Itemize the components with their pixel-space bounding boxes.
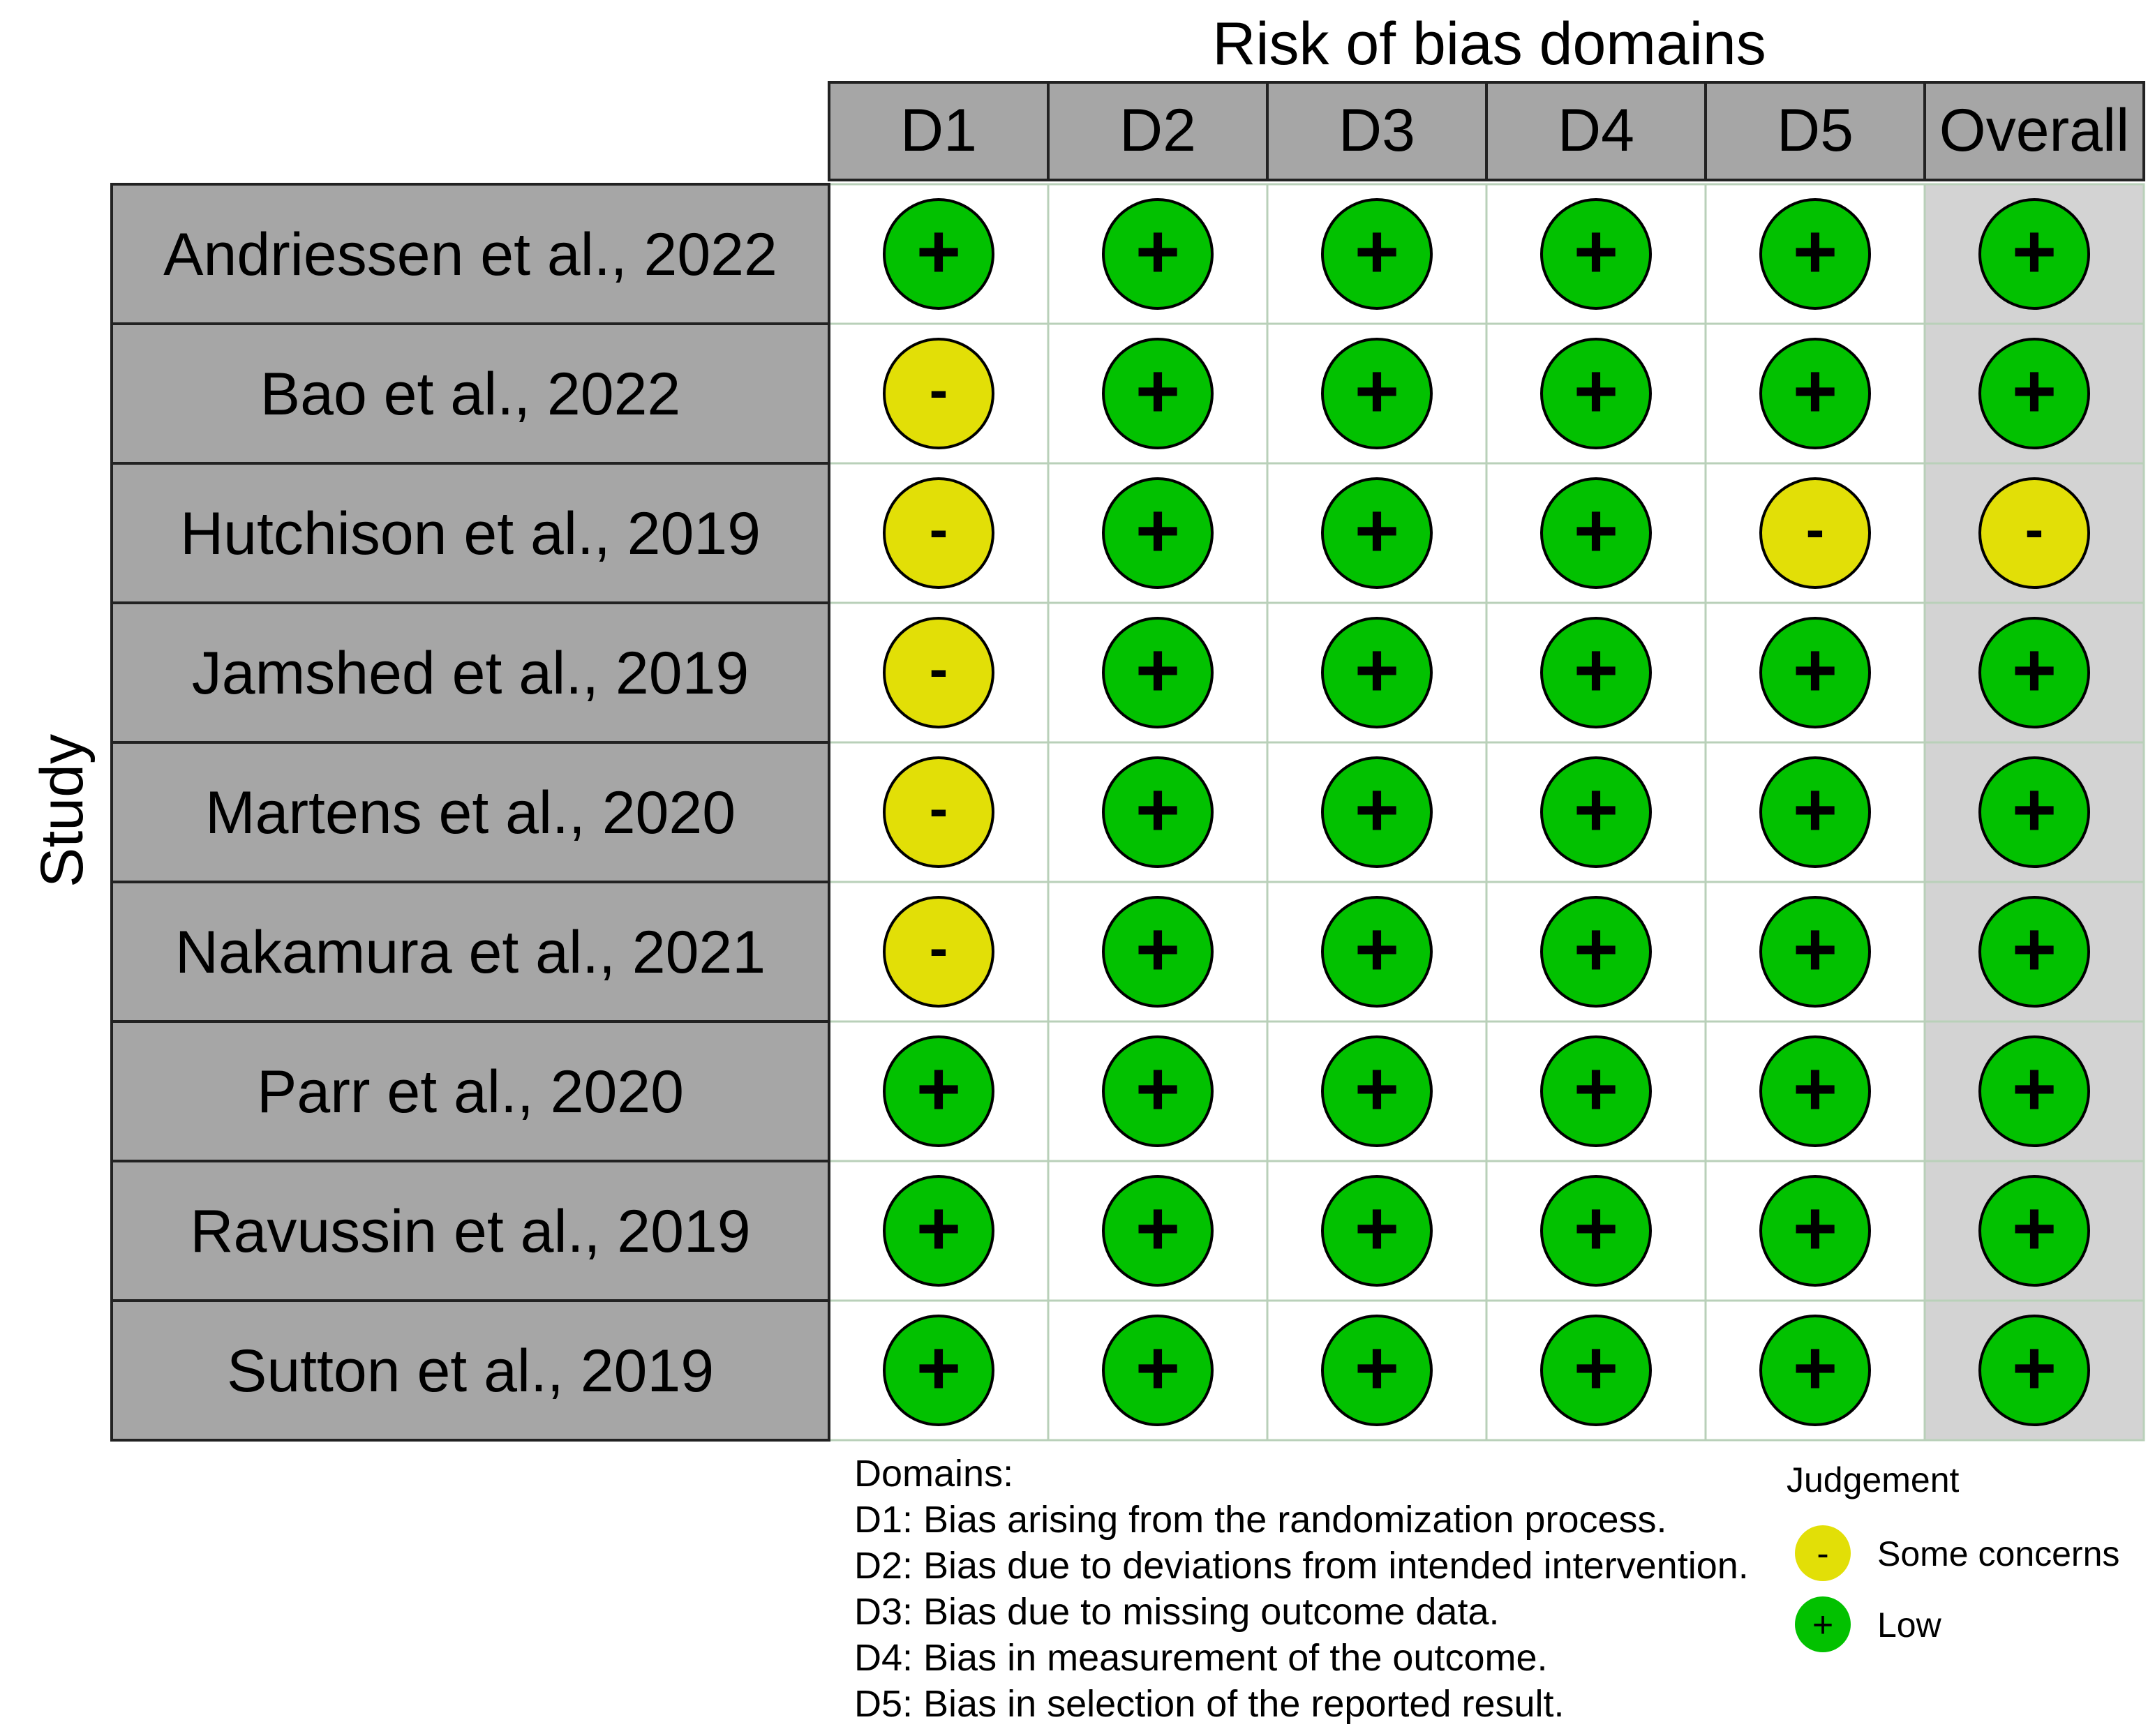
column-header-label: Overall — [1939, 97, 2130, 164]
low-risk-symbol: + — [1573, 488, 1619, 574]
low-risk-symbol: + — [1135, 906, 1181, 992]
low-risk-symbol: + — [1354, 627, 1400, 713]
low-risk-symbol: + — [916, 209, 962, 294]
judgement-legend — [1787, 1460, 2119, 1652]
low-risk-symbol: + — [1354, 209, 1400, 294]
domains-legend — [854, 1453, 1749, 1725]
column-header-label: D3 — [1339, 97, 1415, 164]
study-label: Andriessen et al., 2022 — [163, 221, 777, 288]
low-risk-symbol: + — [1354, 348, 1400, 434]
low-risk-symbol: + — [1573, 906, 1619, 992]
low-risk-symbol: + — [1354, 906, 1400, 992]
low-risk-symbol: + — [916, 1185, 962, 1271]
column-header-label: D5 — [1777, 97, 1854, 164]
low-risk-symbol: + — [2011, 209, 2057, 294]
low-risk-symbol: + — [1792, 906, 1838, 992]
low-risk-symbol: + — [1792, 627, 1838, 713]
low-risk-symbol: + — [1573, 1185, 1619, 1271]
low-risk-symbol: + — [916, 1046, 962, 1132]
low-risk-symbol: + — [1354, 1325, 1400, 1411]
judgement-legend-some-concerns-label: Some concerns — [1877, 1534, 2120, 1573]
low-risk-symbol: + — [916, 1325, 962, 1411]
study-label: Nakamura et al., 2021 — [174, 919, 766, 986]
some-concerns-symbol: - — [929, 777, 948, 839]
low-risk-symbol: + — [1792, 1046, 1838, 1132]
low-risk-symbol: + — [2011, 1325, 2057, 1411]
low-risk-symbol: + — [1792, 348, 1838, 434]
low-risk-symbol: + — [1573, 627, 1619, 713]
low-risk-symbol: + — [1135, 348, 1181, 434]
low-risk-symbol: + — [1135, 209, 1181, 294]
some-concerns-symbol: - — [929, 359, 948, 421]
low-risk-symbol: + — [1354, 767, 1400, 853]
low-risk-symbol: + — [2011, 906, 2057, 992]
low-risk-symbol: + — [2011, 1185, 2057, 1271]
low-risk-symbol: + — [1135, 767, 1181, 853]
low-risk-symbol: + — [1354, 488, 1400, 574]
low-risk-symbol: + — [1354, 1185, 1400, 1271]
low-risk-symbol: + — [1792, 767, 1838, 853]
judgement-legend-some-concerns-symbol: - — [1817, 1534, 1829, 1574]
study-label: Parr et al., 2020 — [257, 1058, 684, 1125]
low-risk-symbol: + — [2011, 767, 2057, 853]
low-risk-symbol: + — [2011, 1046, 2057, 1132]
domains-legend-item-d3: D3: Bias due to missing outcome data. — [854, 1591, 1500, 1633]
low-risk-symbol: + — [1573, 209, 1619, 294]
low-risk-symbol: + — [1792, 1325, 1838, 1411]
grid — [112, 82, 2144, 1440]
some-concerns-symbol: - — [929, 498, 948, 560]
domains-legend-item-d2: D2: Bias due to deviations from intended intervention. — [854, 1545, 1749, 1587]
study-label: Sutton et al., 2019 — [226, 1338, 715, 1405]
some-concerns-symbol: - — [2024, 498, 2044, 560]
low-risk-symbol: + — [1792, 209, 1838, 294]
some-concerns-symbol: - — [1805, 498, 1825, 560]
low-risk-symbol: + — [1135, 488, 1181, 574]
judgement-legend-low-label: Low — [1877, 1606, 1941, 1645]
low-risk-symbol: + — [1573, 1325, 1619, 1411]
domains-legend-item-d4: D4: Bias in measurement of the outcome. — [854, 1637, 1548, 1679]
domains-legend-heading: Domains: — [854, 1453, 1014, 1495]
low-risk-symbol: + — [1135, 1185, 1181, 1271]
study-label: Jamshed et al., 2019 — [191, 640, 750, 707]
low-risk-symbol: + — [2011, 627, 2057, 713]
low-risk-symbol: + — [1573, 1046, 1619, 1132]
chart-title: Risk of bias domains — [1212, 10, 1766, 77]
low-risk-symbol: + — [1354, 1046, 1400, 1132]
study-label: Bao et al., 2022 — [260, 361, 681, 428]
study-label: Martens et al., 2020 — [204, 779, 736, 846]
column-header-label: D4 — [1558, 97, 1634, 164]
low-risk-symbol: + — [1573, 348, 1619, 434]
low-risk-symbol: + — [1135, 1325, 1181, 1411]
low-risk-symbol: + — [2011, 348, 2057, 434]
judgement-legend-low-symbol: + — [1812, 1605, 1834, 1645]
judgement-legend-title: Judgement — [1787, 1460, 1960, 1499]
study-label: Hutchison et al., 2019 — [180, 500, 761, 567]
study-label: Ravussin et al., 2019 — [190, 1198, 751, 1265]
column-header-label: D2 — [1119, 97, 1196, 164]
low-risk-symbol: + — [1792, 1185, 1838, 1271]
low-risk-symbol: + — [1135, 627, 1181, 713]
column-header-label: D1 — [900, 97, 977, 164]
low-risk-symbol: + — [1573, 767, 1619, 853]
low-risk-symbol: + — [1135, 1046, 1181, 1132]
domains-legend-item-d5: D5: Bias in selection of the reported result. — [854, 1683, 1565, 1725]
y-axis-label: Study — [29, 734, 96, 888]
domains-legend-item-d1: D1: Bias arising from the randomization process. — [854, 1499, 1667, 1541]
some-concerns-symbol: - — [929, 917, 948, 979]
some-concerns-symbol: - — [929, 638, 948, 700]
